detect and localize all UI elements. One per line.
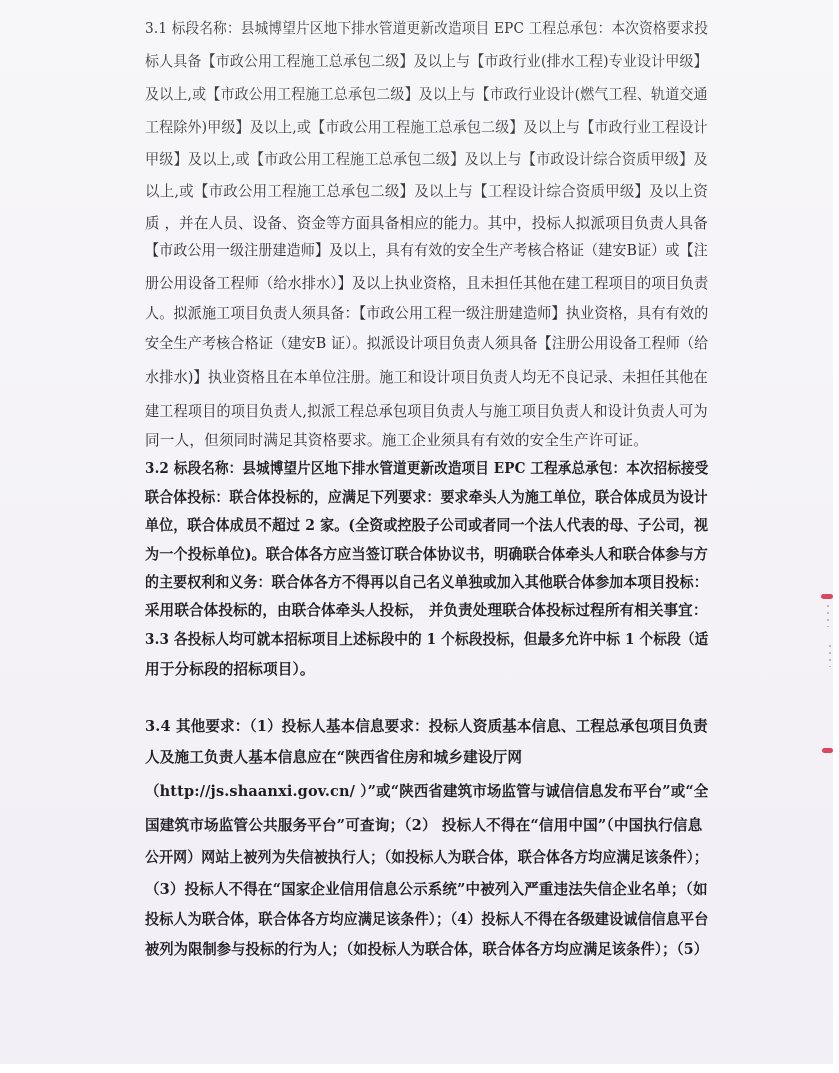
seal-perforation-marks-middle [829,645,831,667]
document-text-line: 国建筑市场监管公共服务平台”可查询；（2） 投标人不得在“信用中国”（中国执行信息 [145,817,703,834]
document-text-line: 同一人，但须同时满足其资格要求。施工企业须具有有效的安全生产许可证。 [145,432,648,449]
document-text-line: 3.2 标段名称：县城博望片区地下排水管道更新改造项目 EPC 工程承总承包：本次招标接受 [145,460,709,477]
document-text-line: 3.3 各投标人均可就本招标项目上述标段中的 1 个标段投标，但最多允许中标 1 个标段（适 [145,631,709,648]
document-text-line: 单位，联合体成员不超过 2 家。(全资或控股子公司或者同一个法人代表的母、子公司，视 [145,517,709,534]
document-text-line: （3）投标人不得在“国家企业信用信息公示系统”中被列入严重违法失信企业名单；（如 [145,881,708,898]
document-text-line: 建工程项目的项目负责人,拟派工程总承包项目负责人与施工项目负责人和设计负责人可为 [145,403,708,420]
document-text-line: 的主要权利和义务：联合体各方不得再以自己名义单独或加入其他联合体参加本项目投标： [145,574,708,591]
document-text-line: 为一个投标单位)。联合体各方应当签订联合体协议书，明确联合体牵头人和联合体参与方 [145,546,709,563]
document-text-line: 册公用设备工程师（给水排水）】及以上执业资格，且未担任其他在建工程项目的项目负责 [145,275,709,292]
document-text-line: 人。拟派施工项目负责人须具备：【市政公用工程一级注册建造师】执业资格，具有有效的 [145,305,709,322]
document-text-line: 标人具备【市政公用工程施工总承包二级】及以上与【市政行业(排水工程)专业设计甲级】 [145,53,708,70]
document-text-line: 工程除外)甲级】及以上,或【市政公用工程施工总承包二级】及以上与【市政行业工程设计 [145,119,708,136]
document-text-line: 人及施工负责人基本信息应在“陕西省住房和城乡建设厅网 [145,749,523,766]
document-text-line: 水排水)】执业资格且在本单位注册。施工和设计项目负责人均无不良记录、未担任其他在 [145,369,708,386]
document-text-line: 质 ，并在人员、设备、资金等方面具备相应的能力。其中，投标人拟派项目负责人具备 [145,215,709,232]
document-text-line: 安全生产考核合格证（建安B 证）。拟派设计项目负责人须具备【注册公用设备工程师（给 [145,335,709,352]
red-seal-stamp-fragment-top [821,594,833,599]
document-text-line: 被列为限制参与投标的行为人；（如投标人为联合体，联合体各方均应满足该条件）；（5） [145,941,709,958]
document-text-line: 采用联合体投标的，由联合体牵头人投标， 并负责处理联合体投标过程所有相关事宜： [145,602,708,619]
document-text-line: 投标人为联合体，联合体各方均应满足该条件）；（4）投标人不得在各级建设诚信信息平台 [145,911,709,928]
red-seal-stamp-fragment-bottom [822,748,833,753]
document-text-line: 甲级】及以上,或【市政公用工程施工总承包二级】及以上与【市政设计综合资质甲级】及 [145,151,708,168]
document-text-line: 以上,或【市政公用工程施工总承包二级】及以上与【工程设计综合资质甲级】及以上资 [145,183,709,200]
document-text-line: 3.1 标段名称：县城博望片区地下排水管道更新改造项目 EPC 工程总承包：本次资格要求投 [145,20,709,37]
seal-perforation-marks-top [827,605,829,627]
document-text-line: 【市政公用一级注册建造师】及以上，具有有效的安全生产考核合格证（建安B证）或【注 [145,242,708,259]
document-text-line: 用于分标段的招标项目）。 [145,661,315,678]
document-text-line: 公开网）网站上被列为失信被执行人；（如投标人为联合体，联合体各方均应满足该条件）； [145,849,708,866]
document-text-line: （http://js.shaanxi.gov.cn/ ）”或“陕西省建筑市场监管与诚信信息发布平台”或“全 [145,783,709,800]
document-text-line: 及以上,或【市政公用工程施工总承包二级】及以上与【市政行业设计(燃气工程、轨道交通 [145,86,708,103]
document-text-line: 联合体投标：联合体投标的，应满足下列要求：要求牵头人为施工单位，联合体成员为设计 [145,489,708,506]
document-text-line: 3.4 其他要求：（1）投标人基本信息要求：投标人资质基本信息、工程总承包项目负责 [145,718,708,735]
